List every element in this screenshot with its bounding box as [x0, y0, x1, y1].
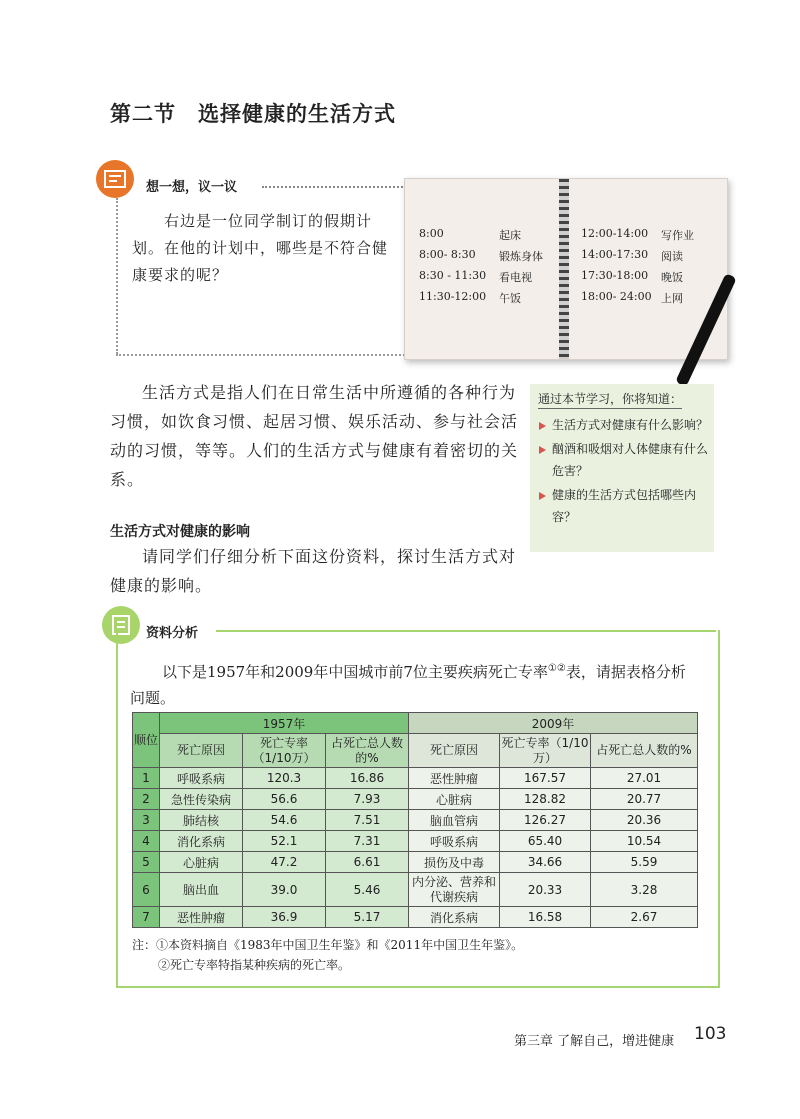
schedule-left	[419, 227, 543, 311]
section-number: 第二节	[110, 102, 176, 126]
intro-paragraph: 生活方式是指人们在日常生活中所遵循的各种行为习惯，如饮食习惯、起居习惯、娱乐活动、参与社会活动的习惯，等等。人们的生活方式与健康有着密切的关系。	[110, 383, 519, 489]
schedule-row: 8:00 起床	[419, 227, 521, 242]
schedule-right	[581, 227, 694, 311]
schedule-notebook	[404, 178, 728, 360]
learning-goals-box	[530, 384, 714, 552]
learning-goals-list	[536, 414, 712, 530]
superscript: ①②	[547, 663, 566, 674]
think-icon	[96, 160, 134, 198]
section-title	[110, 98, 418, 128]
divider	[262, 186, 414, 188]
schedule-row: 18:00- 24:00 上网	[581, 290, 683, 305]
think-label: 想一想，议一议	[146, 180, 238, 195]
table-header-year2: 2009年	[409, 713, 698, 734]
table-header: 死亡专率（1/10万）	[243, 734, 326, 768]
bullet-icon	[539, 446, 546, 454]
paragraph: 请同学们仔细分析下面这份资料，探讨生活方式对健康的影响。	[110, 547, 517, 595]
table-header: 死亡原因	[160, 734, 243, 768]
list-item: 健康的生活方式包括哪些内容？	[536, 484, 712, 528]
table-notes	[132, 935, 523, 975]
think-text: 右边是一位同学制订的假期计划。在他的计划中，哪些是不符合健康要求的呢？	[132, 212, 389, 284]
table-header-rank: 顺位	[133, 713, 160, 768]
table-row: 6 脑出血 39.0 5.46 内分泌、营养和代谢疾病 20.33 3.28	[133, 873, 698, 907]
chapter-footer: 第三章 了解自己，增进健康	[514, 1034, 675, 1049]
table-header-year1: 1957年	[160, 713, 409, 734]
table-row: 2 急性传染病 56.6 7.93 心脏病 128.82 20.77	[133, 789, 698, 810]
schedule-row: 11:30-12:00 午饭	[419, 290, 521, 305]
bullet-icon	[539, 422, 546, 430]
divider	[116, 198, 118, 354]
schedule-row: 14:00-17:30 阅读	[581, 248, 683, 263]
table-header: 占死亡总人数的%	[591, 734, 698, 768]
list-item: 酗酒和吸烟对人体健康有什么危害？	[536, 438, 712, 482]
learning-goals-title: 通过本节学习，你将知道：	[538, 390, 682, 409]
schedule-row: 8:00- 8:30 锻炼身体	[419, 248, 543, 263]
table-header: 死亡原因	[409, 734, 500, 768]
subheading: 生活方式对健康的影响	[110, 524, 250, 540]
table-row: 5 心脏病 47.2 6.61 损伤及中毒 34.66 5.59	[133, 852, 698, 873]
notebook-spine	[559, 179, 569, 359]
note-line: 注：①本资料摘自《1983年中国卫生年鉴》和《2011年中国卫生年鉴》。	[132, 938, 524, 952]
table-row: 4 消化系病 52.1 7.31 呼吸系病 65.40 10.54	[133, 831, 698, 852]
bullet-icon	[539, 492, 546, 500]
note-line: ②死亡专率特指某种疾病的死亡率。	[158, 958, 351, 972]
page-number: 103	[694, 1024, 727, 1044]
data-analysis-label: 资料分析	[146, 626, 199, 641]
table-header: 占死亡总人数的%	[326, 734, 409, 768]
schedule-row: 17:30-18:00 晚饭	[581, 269, 683, 284]
table-row: 7 恶性肿瘤 36.9 5.17 消化系病 16.58 2.67	[133, 907, 698, 928]
table-header: 死亡专率（1/10万）	[500, 734, 591, 768]
schedule-row: 12:00-14:00 写作业	[581, 227, 694, 242]
table-row: 1 呼吸系病 120.3 16.86 恶性肿瘤 167.57 27.01	[133, 768, 698, 789]
schedule-row: 8:30 - 11:30 看电视	[419, 269, 532, 284]
table-row: 3 肺结核 54.6 7.51 脑血管病 126.27 20.36	[133, 810, 698, 831]
mortality-table	[132, 712, 698, 928]
list-item: 生活方式对健康有什么影响？	[536, 414, 712, 436]
section-heading: 选择健康的生活方式	[198, 102, 396, 126]
data-analysis-text: 以下是1957年和2009年中国城市前7位主要疾病死亡专率①②表，请据表格分析问题。	[130, 663, 686, 707]
